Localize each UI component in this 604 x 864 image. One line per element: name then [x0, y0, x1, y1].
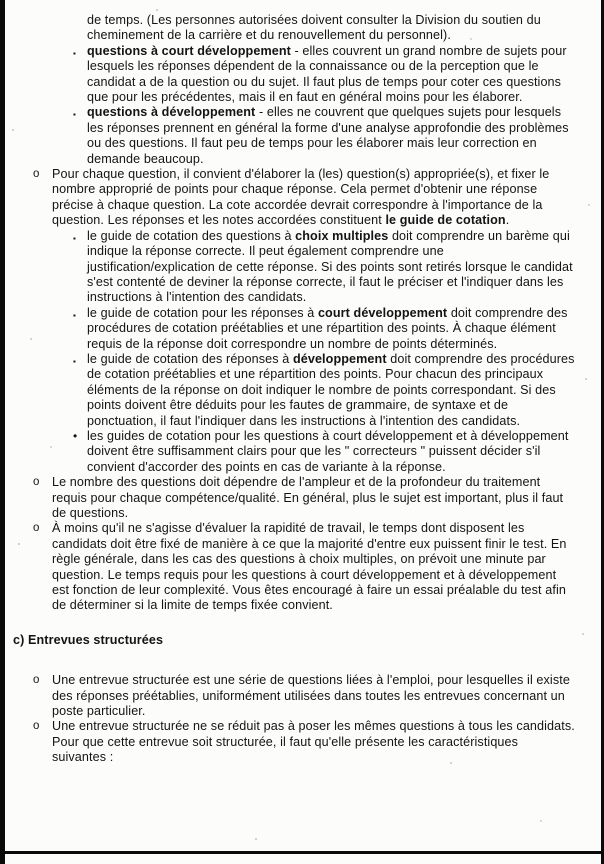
list-item — [5, 475, 601, 521]
paragraph-text — [52, 475, 575, 521]
section-heading — [5, 633, 601, 648]
text-segment: doit comprendre des procédures de cotation préétablies et une répartition des points. À chaque élément requis de la réponse doit correspondre un nombre de points déterminés. — [87, 305, 568, 351]
text-segment: Pour chaque question, il convient d'élaborer la (les) question(s) appropriée(s), et fixer le nombre approprié de points pour chaque réponse. Cela permet d'obtenir une réponse précise à chaque question. La cote accordée devrait correspondre à l'importance de la question. Les réponses et les notes accordées constituent — [52, 167, 550, 228]
bullet-marker: ▪ — [73, 110, 76, 120]
bullet-marker: o — [33, 720, 40, 733]
paragraph-text — [52, 673, 575, 719]
text-segment: le guide de cotation des réponses à — [87, 351, 293, 366]
list-item — [5, 306, 601, 352]
bullet-marker: o — [33, 674, 40, 687]
bullet-marker: ▪ — [73, 310, 76, 320]
paragraph-text — [87, 105, 575, 167]
text-segment: Une entrevue structurée est une série de questions liées à l'emploi, pour lesquelles il existe des réponses préétablies, uniformément utilisées dans toutes les entrevues concernant un poste particulier. — [52, 673, 570, 719]
list-item — [5, 105, 601, 167]
text-segment: de temps. (Les personnes autorisées doivent consulter la Division du soutien du cheminement de la carrière et du renouvellement du personnel). — [87, 13, 541, 43]
text-segment: choix multiples — [295, 228, 389, 243]
text-segment: . — [505, 213, 510, 228]
bullet-marker: ▪ — [73, 48, 76, 58]
bullet-marker: o — [33, 168, 40, 181]
text-segment: doit comprendre un barème qui indique la réponse correcte. Il peut également comprendre une justification/explication de cette réponse. Si des points sont retirés lorsque le candidat s'est contenté de deviner la réponse correcte, il faut le préciser et l'indiquer dans les instructions à l'intention des candidats. — [87, 228, 573, 305]
text-segment: le guide de cotation des questions à — [87, 228, 296, 243]
bullet-marker: o — [33, 476, 40, 489]
paragraph-text — [52, 167, 575, 229]
text-segment: c) Entrevues structurées — [13, 632, 164, 647]
paragraph — [5, 13, 601, 44]
bullet-marker: • — [73, 428, 78, 443]
text-segment: - elles ne couvrent que quelques sujets pour lesquels les réponses prennent en général la forme d'une analyse approfondie des problèmes ou des questions. Il faut peu de temps pour les élaborer mais leur correction en demande beaucoup. — [87, 105, 569, 166]
bullet-marker: ▪ — [73, 233, 76, 243]
list-item — [5, 229, 601, 306]
paragraph-text — [52, 719, 575, 765]
list-item — [5, 673, 601, 719]
paragraph-text — [87, 429, 575, 475]
paragraph-text — [87, 13, 575, 44]
scan-border-bottom — [0, 851, 604, 854]
list-item — [5, 352, 601, 429]
text-segment: - elles couvrent un grand nombre de sujets pour lesquels les réponses dépendent de la connaissance ou de la perception que le candidat a de la question ou du sujet. Il faut plus de temps pour coter ces questions que pour les précédentes, mais il en faut en général moins pour les élaborer. — [87, 43, 567, 105]
bullet-marker: ▪ — [73, 356, 76, 366]
text-segment: le guide de cotation — [385, 213, 506, 228]
text-segment: doit comprendre des procédures de cotation préétablies et une répartition des points. Pour chacun des principaux éléments de la réponse on doit indiquer le nombre de points correspondant. Si des points doivent être déduits pour les fautes de grammaire, de syntaxe et de ponctuation, il faut l'indiquer dans les instructions à l'intention des candidats. — [87, 351, 575, 428]
text-segment: le guide de cotation pour les réponses à — [87, 305, 318, 320]
paragraph-text — [87, 352, 575, 429]
text-segment: questions à court développement — [87, 43, 291, 58]
document-body — [5, 13, 601, 766]
paragraph-text — [87, 306, 575, 352]
scan-border-left — [0, 0, 5, 864]
text-segment: Le nombre des questions doit dépendre de l'ampleur et de la profondeur du traitement requis pour chaque compétence/qualité. En général, plus le sujet est important, plus il faut de questions. — [52, 475, 564, 520]
paragraph-text — [52, 521, 575, 613]
text-segment: Une entrevue structurée ne se réduit pas à poser les mêmes questions à tous les candidats. Pour que cette entrevue soit structurée, il faut qu'elle présente les caractéristiques suivantes : — [52, 719, 575, 765]
list-item — [5, 167, 601, 229]
list-item — [5, 719, 601, 765]
paragraph-text — [87, 229, 575, 306]
text-segment: À moins qu'il ne s'agisse d'évaluer la rapidité de travail, le temps dont disposent les candidats doit être fixé de manière à ce que la majorité d'entre eux puissent finir le test. En règle générale, dans les cas des questions à choix multiples, on prévoit une minute par question. Le temps requis pour les questions à court développement et à développement est fonction de leur complexité. Vous êtes encouragé à faire un essai préalable du test afin de déterminer si la limite de temps fixée convient. — [52, 521, 567, 613]
text-segment: les guides de cotation pour les questions à court développement et à développement doivent être suffisamment clairs pour que les " correcteurs " puissent décider s'il convient d'accorder des points en cas de variante à la réponse. — [87, 428, 569, 474]
list-item — [5, 429, 601, 475]
list-item — [5, 521, 601, 613]
bullet-marker: o — [33, 522, 40, 535]
list-item — [5, 44, 601, 106]
text-segment: développement — [292, 351, 387, 366]
text-segment: questions à développement — [87, 105, 256, 120]
paragraph-text — [87, 44, 575, 106]
text-segment: court développement — [317, 305, 448, 320]
